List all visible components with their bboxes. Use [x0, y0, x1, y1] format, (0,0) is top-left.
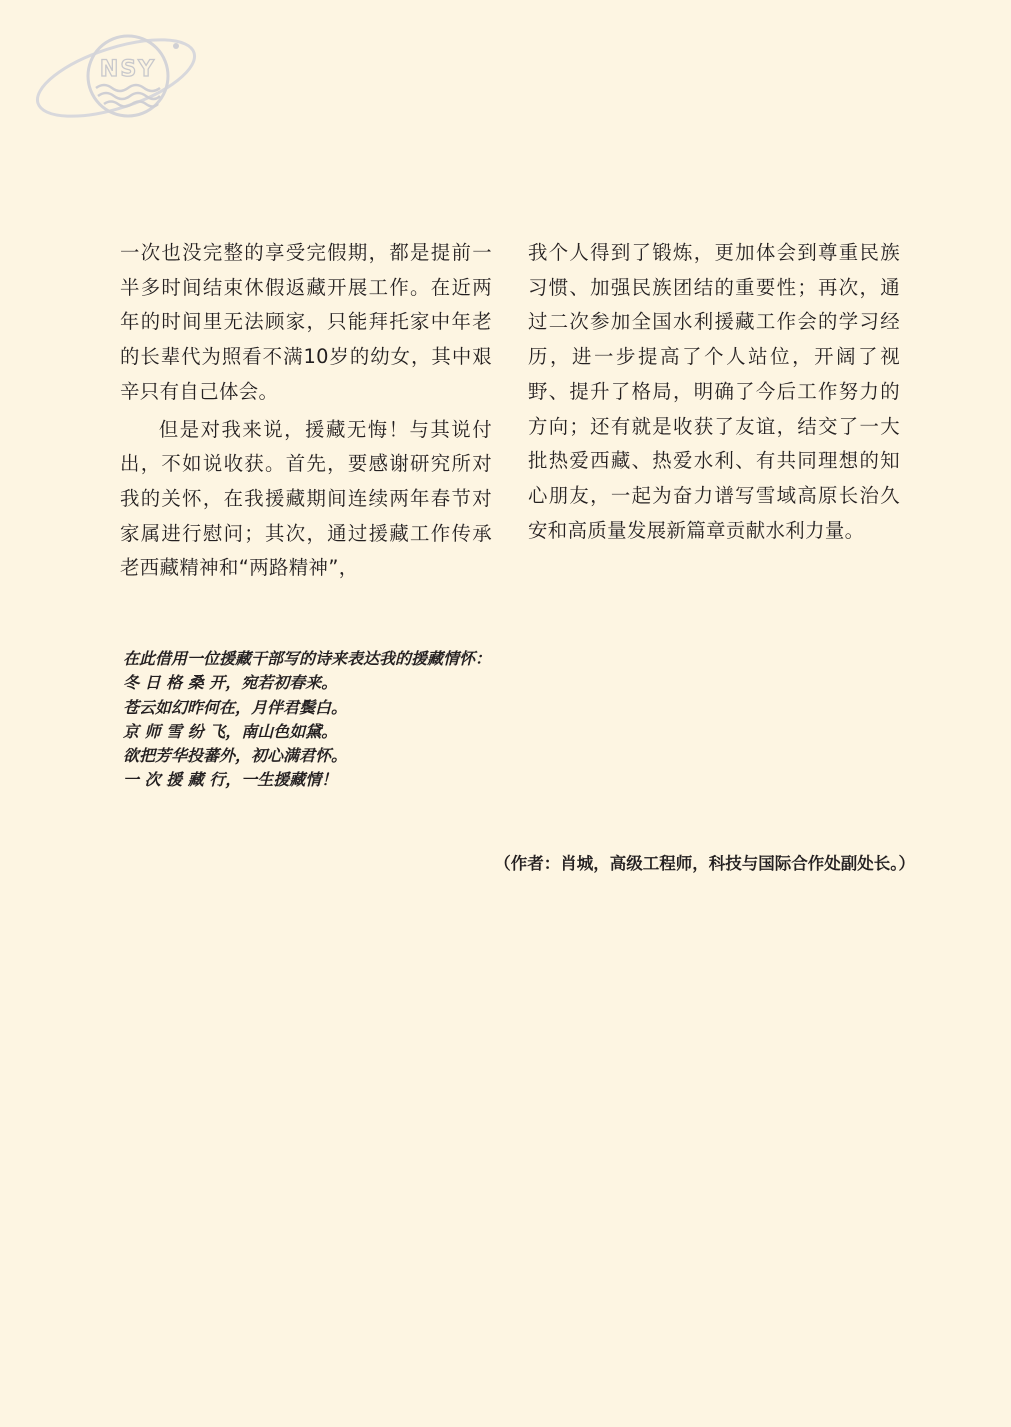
paragraph: 我个人得到了锻炼，更加体会到尊重民族习惯、加强民族团结的重要性；再次，通过二次参加全国水利援藏工作会的学习经历，进一步提高了个人站位，开阔了视野、提升了格局，明确了今后工作努力的方向；还有就是收获了友谊，结交了一大批热爱西藏、热爱水利、有共同理想的知心朋友，一起为奋力谱写雪域高原长治久安和高质量发展新篇章贡献水利力量。 — [528, 241, 900, 542]
poem-line: 欲把芳华投蕃外，初心满君怀。 — [123, 746, 348, 766]
left-column — [120, 236, 492, 586]
poem-line: 京 师 雪 纷 飞，南山色如黛。 — [123, 721, 338, 741]
logo-text: NSY — [99, 57, 157, 82]
nsy-logo-icon — [30, 26, 202, 126]
author-note: （作者：肖城，高级工程师，科技与国际合作处副处长。） — [494, 854, 915, 873]
paragraph: 但是对我来说，援藏无悔！与其说付出，不如说收获。首先，要感谢研究所对我的关怀，在我援藏期间连续两年春节对家属进行慰问；其次，通过援藏工作传承老西藏精神和“两路精神”， — [120, 417, 492, 580]
poem-block — [123, 647, 683, 793]
poem-line: 一 次 援 藏 行，一生援藏情！ — [123, 770, 338, 790]
poem-intro: 在此借用一位援藏干部写的诗来表达我的援藏情怀： — [123, 649, 492, 668]
right-column — [528, 236, 900, 586]
poem-line: 冬 日 格 桑 开，宛若初春来。 — [123, 673, 338, 693]
article-body — [120, 236, 900, 586]
paragraph: 一次也没完整的享受完假期，都是提前一半多时间结束休假返藏开展工作。在近两年的时间里无法顾家，只能拜托家中年老的长辈代为照看不满10岁的幼女，其中艰辛只有自己体会。 — [120, 241, 492, 403]
poem-line: 苍云如幻昨何在，月伴君鬓白。 — [123, 697, 348, 717]
